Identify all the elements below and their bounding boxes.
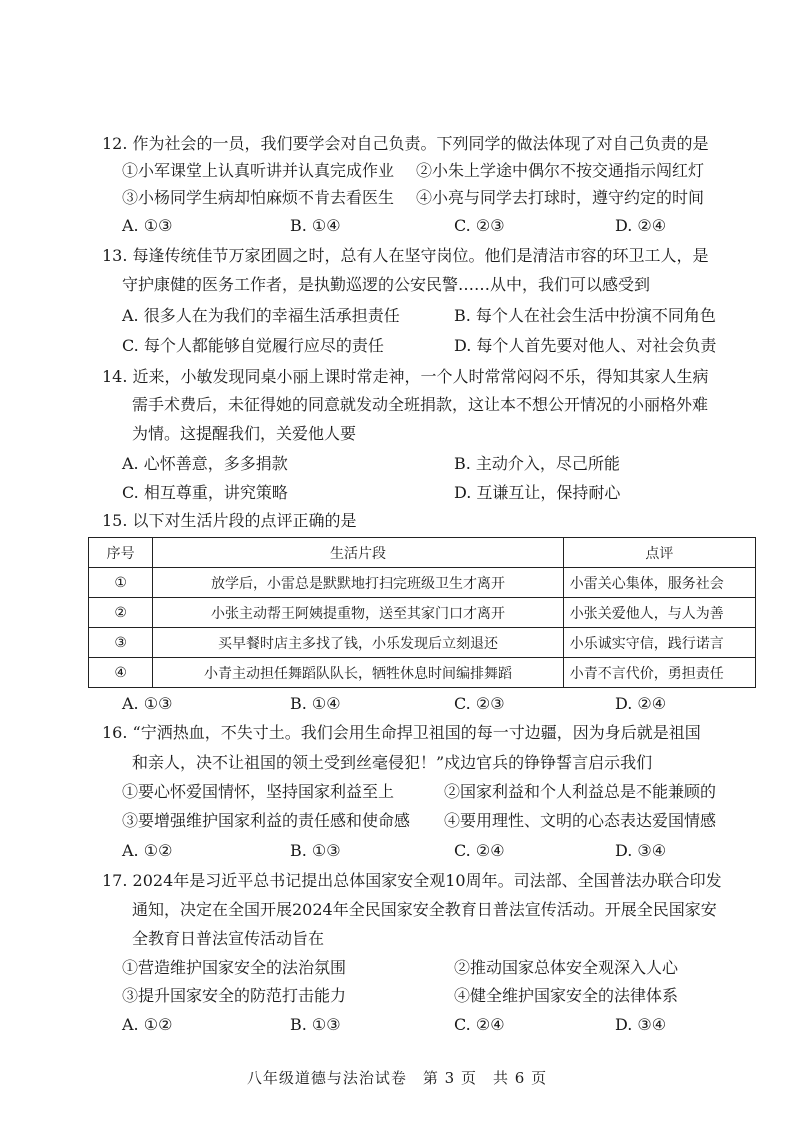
q16-option-1: ①要心怀爱国情怀，坚持国家利益至上 — [122, 782, 395, 801]
q17-choice-a: A. ①② — [122, 1015, 173, 1034]
row-number: ① — [89, 568, 153, 598]
q17-stem-line-2: 通知，决定在全国开展2024年全民国家安全教育日普法宣传活动。开展全民国家安 — [132, 900, 717, 919]
q17-option-4: ④健全维护国家安全的法律体系 — [454, 986, 679, 1005]
q15-choice-d: D. ②④ — [615, 694, 667, 713]
q12-option-3: ③小杨同学生病却怕麻烦不肯去看医生 — [122, 188, 395, 207]
q14-choice-a: A. 心怀善意，多多捐款 — [122, 454, 288, 473]
q13-choice-a: A. 很多人在为我们的幸福生活承担责任 — [122, 306, 400, 325]
q16-option-3: ③要增强维护国家利益的责任感和使命感 — [122, 811, 411, 830]
q12-choice-c: C. ②③ — [454, 216, 505, 235]
row-fragment: 放学后，小雷总是默默地打扫完班级卫生才离开 — [153, 568, 563, 598]
row-fragment: 小青主动担任舞蹈队队长，牺牲休息时间编排舞蹈 — [153, 658, 563, 688]
q17-stem-line-3: 全教育日普法宣传活动旨在 — [132, 929, 325, 948]
row-comment: 小青不言代价，勇担责任 — [563, 658, 755, 688]
q14-choice-b: B. 主动介入，尽己所能 — [454, 454, 620, 473]
q14-choice-c: C. 相互尊重，讲究策略 — [122, 483, 288, 502]
q16-stem-line-2: 和亲人，决不让祖国的领土受到丝毫侵犯！”戍边官兵的铮铮誓言启示我们 — [132, 753, 653, 772]
column-header-number: 序号 — [89, 538, 153, 568]
q13-choice-b: B. 每个人在社会生活中扮演不同角色 — [454, 306, 716, 325]
q15-stem: 15. 以下对生活片段的点评正确的是 — [102, 511, 357, 530]
q12-choice-d: D. ②④ — [615, 216, 667, 235]
q14-choice-d: D. 互谦互让，保持耐心 — [454, 483, 621, 502]
page-footer: 八年级道德与法治试卷 第 3 页 共 6 页 — [246, 1069, 548, 1087]
table-row — [89, 598, 756, 628]
q14-stem-line-3: 为情。这提醒我们，关爱他人要 — [132, 424, 357, 443]
q13-choice-d: D. 每个人首先要对他人、对社会负责 — [454, 336, 717, 355]
column-header-fragment: 生活片段 — [153, 538, 563, 568]
q15-choice-b: B. ①④ — [290, 694, 341, 713]
table-row — [89, 568, 756, 598]
table-row — [89, 628, 756, 658]
q16-choice-b: B. ①③ — [290, 841, 341, 860]
q16-choice-a: A. ①② — [122, 841, 173, 860]
q12-option-4: ④小亮与同学去打球时，遵守约定的时间 — [416, 188, 705, 207]
q15-table — [88, 537, 756, 688]
table-row — [89, 658, 756, 688]
q17-choice-b: B. ①③ — [290, 1015, 341, 1034]
q12-stem: 12. 作为社会的一员，我们要学会对自己负责。下列同学的做法体现了对自己负责的是 — [102, 134, 709, 153]
q17-option-3: ③提升国家安全的防范打击能力 — [122, 986, 347, 1005]
q17-choice-c: C. ②④ — [454, 1015, 505, 1034]
q17-stem-line-1: 17. 2024年是习近平总书记提出总体国家安全观10周年。司法部、全国普法办联合印发 — [102, 871, 722, 890]
q16-choice-c: C. ②④ — [454, 841, 505, 860]
q13-stem-line-2: 守护康健的医务工作者，是执勤巡逻的公安民警……从中，我们可以感受到 — [122, 275, 651, 294]
row-fragment: 小张主动帮王阿姨提重物，送至其家门口才离开 — [153, 598, 563, 628]
q16-choice-d: D. ③④ — [615, 841, 667, 860]
q15-choice-a: A. ①③ — [122, 694, 173, 713]
table-header-row — [89, 538, 756, 568]
column-header-comment: 点评 — [563, 538, 755, 568]
q15-choice-c: C. ②③ — [454, 694, 505, 713]
row-fragment: 买早餐时店主多找了钱，小乐发现后立刻退还 — [153, 628, 563, 658]
row-comment: 小乐诚实守信，践行诺言 — [563, 628, 755, 658]
q14-stem-line-1: 14. 近来，小敏发现同桌小丽上课时常走神，一个人时常常闷闷不乐，得知其家人生病 — [102, 367, 709, 386]
q13-stem-line-1: 13. 每逢传统佳节万家团圆之时，总有人在坚守岗位。他们是清洁市容的环卫工人，是 — [102, 246, 709, 265]
q17-choice-d: D. ③④ — [615, 1015, 667, 1034]
row-number: ③ — [89, 628, 153, 658]
q17-option-1: ①营造维护国家安全的法治氛围 — [122, 958, 347, 977]
q12-option-2: ②小朱上学途中偶尔不按交通指示闯红灯 — [416, 161, 705, 180]
row-comment: 小张关爱他人，与人为善 — [563, 598, 755, 628]
q12-choice-a: A. ①③ — [122, 216, 173, 235]
q16-stem-line-1: 16. “宁洒热血，不失寸土。我们会用生命捍卫祖国的每一寸边疆，因为身后就是祖国 — [102, 723, 701, 742]
q16-option-2: ②国家利益和个人利益总是不能兼顾的 — [444, 782, 717, 801]
q12-choice-b: B. ①④ — [290, 216, 341, 235]
q17-option-2: ②推动国家总体安全观深入人心 — [454, 958, 679, 977]
q14-stem-line-2: 需手术费后，未征得她的同意就发动全班捐款，这让本不想公开情况的小丽格外难 — [132, 395, 709, 414]
q16-option-4: ④要用理性、文明的心态表达爱国情感 — [444, 811, 717, 830]
q13-choice-c: C. 每个人都能够自觉履行应尽的责任 — [122, 336, 384, 355]
row-number: ④ — [89, 658, 153, 688]
row-number: ② — [89, 598, 153, 628]
row-comment: 小雷关心集体，服务社会 — [563, 568, 755, 598]
q12-option-1: ①小军课堂上认真听讲并认真完成作业 — [122, 161, 395, 180]
